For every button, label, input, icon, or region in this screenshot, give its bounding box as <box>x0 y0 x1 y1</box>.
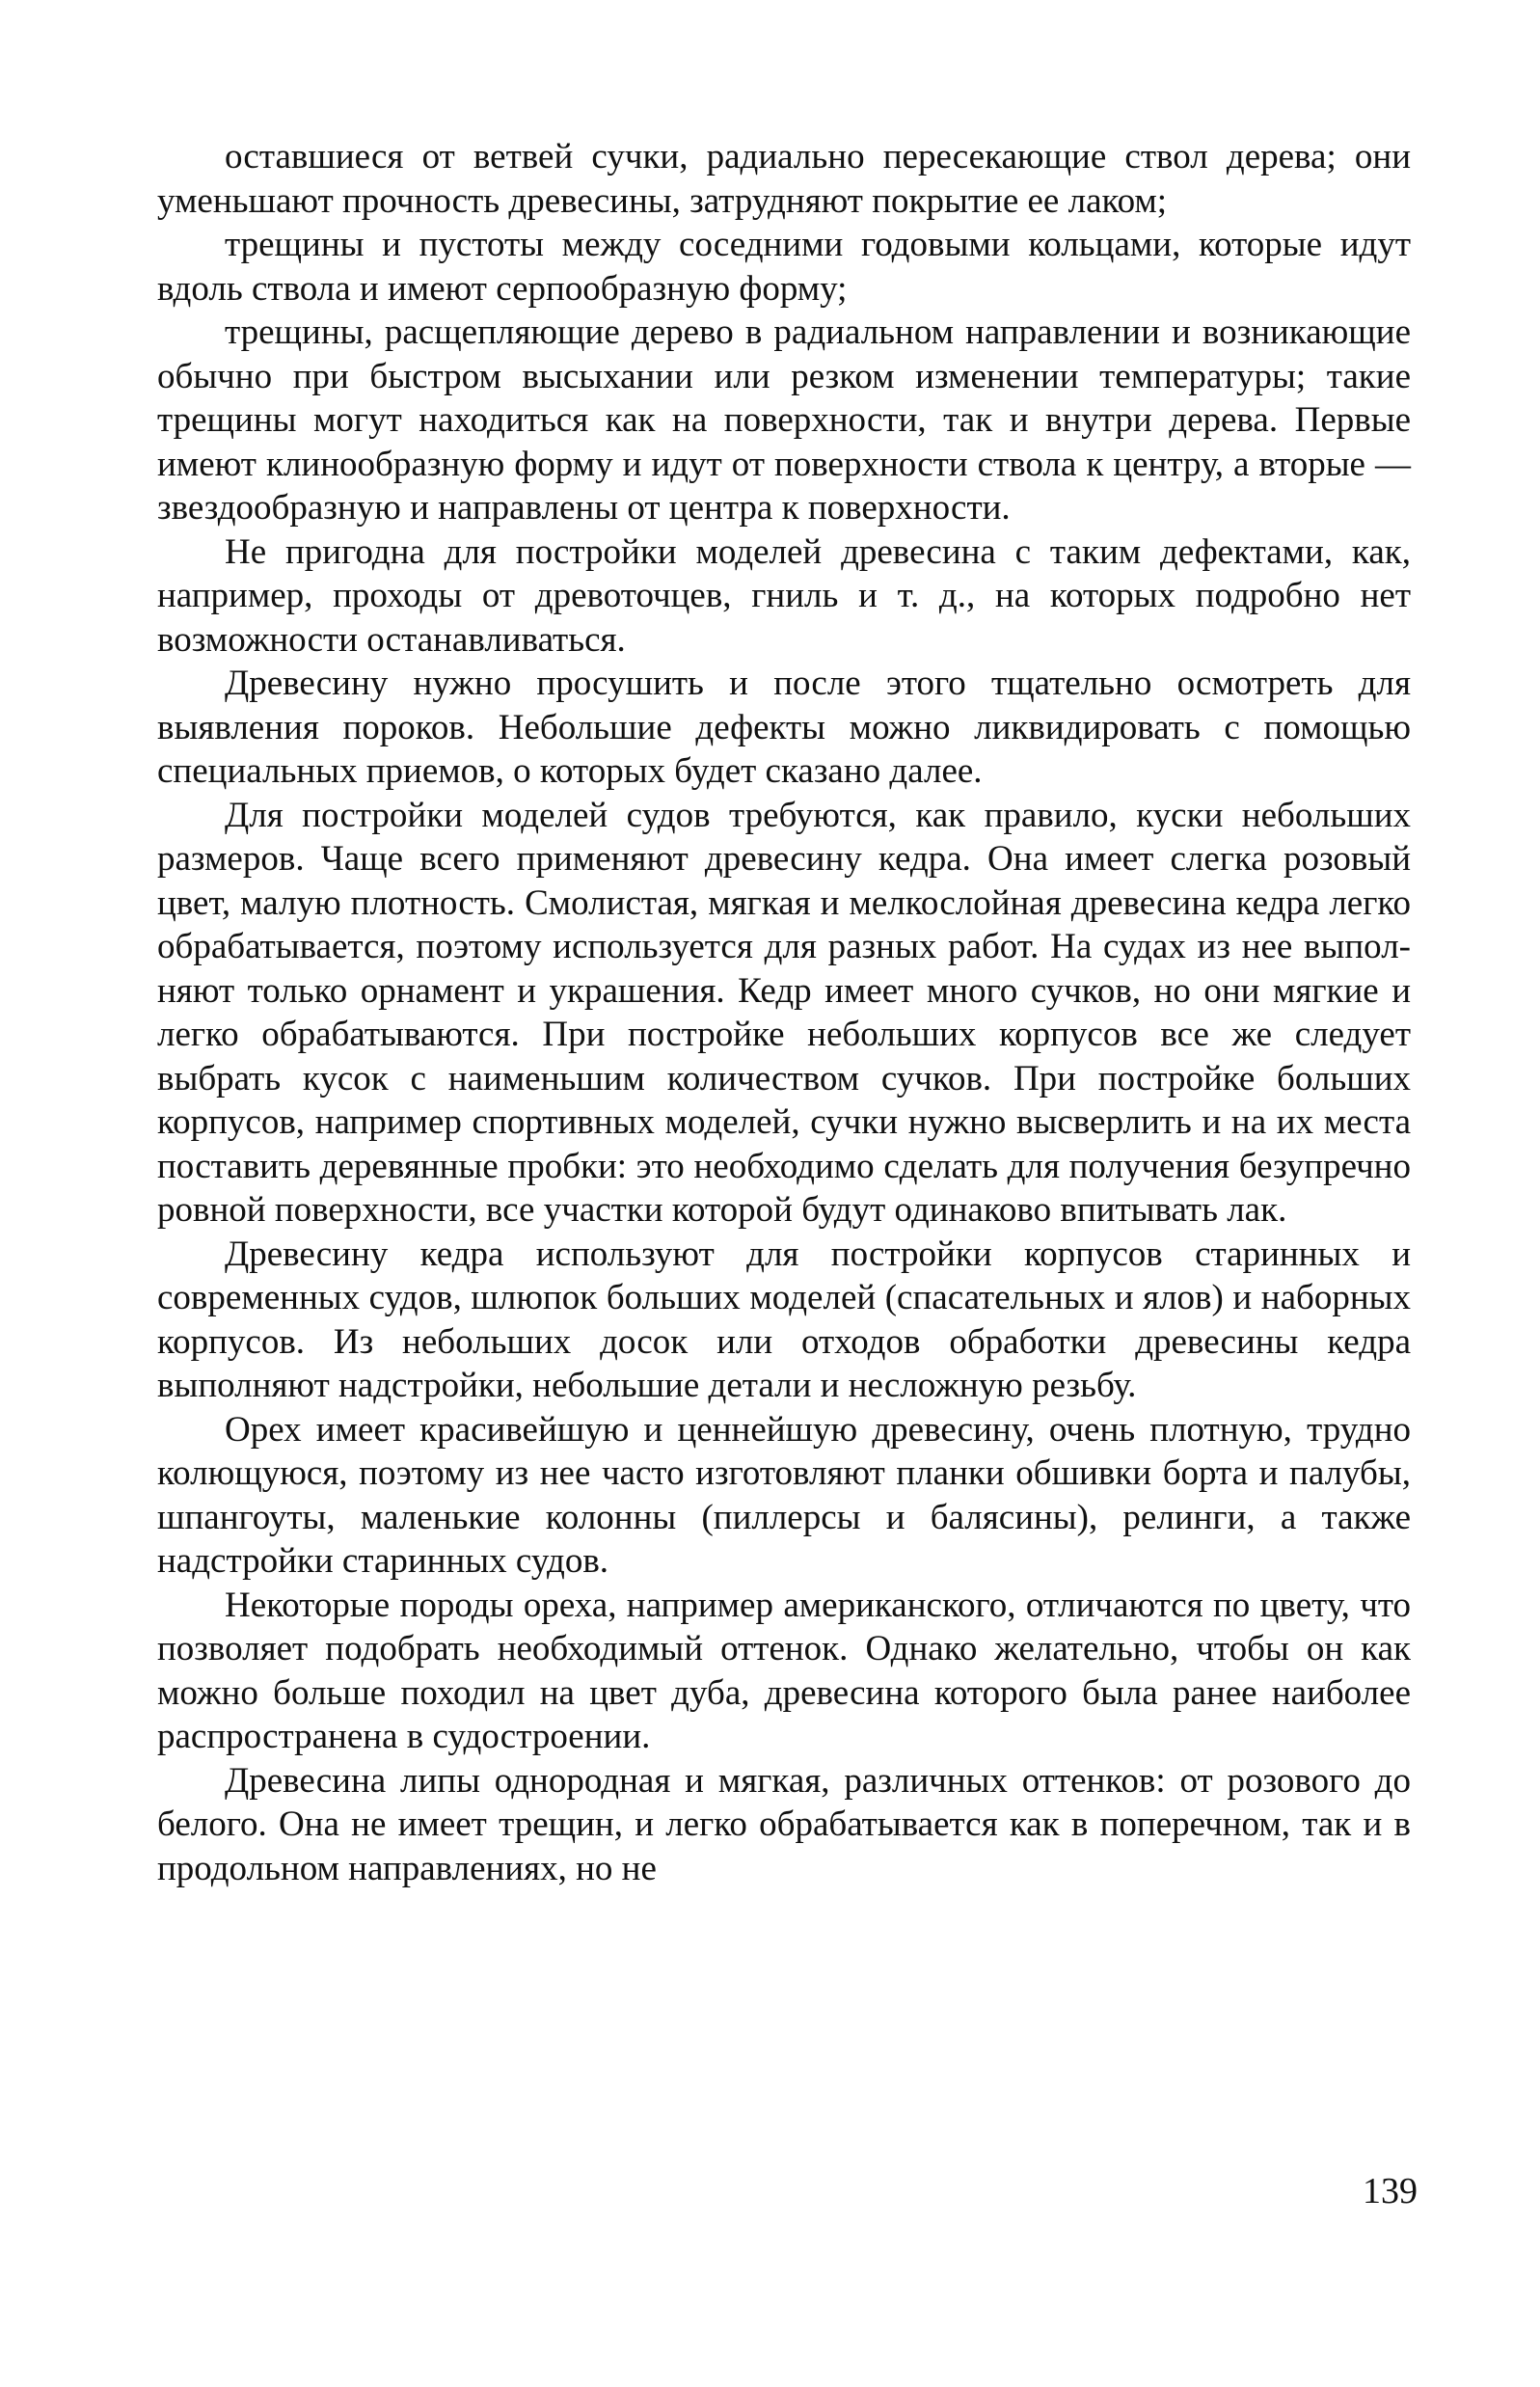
paragraph-linden: Древесина липы однородная и мягкая, различных оттенков: от розового до белого. Она не имеет трещин, и легко обрабатывается как в поперечном, так и в продольном направлениях, но не <box>157 1760 1411 1888</box>
paragraph-cedar-uses: Древесину кедра используют для постройки корпусов старинных и современных судов, шлюпок больших моделей (спасательных и ялов) и наборных корпусов. Из небольших досок или отходов обработки древесины кедра выполняют надстройки, небольшие детали и несложную резьбу. <box>157 1234 1411 1405</box>
paragraph-ring-cracks: трещины и пустоты между соседними годовыми кольцами, которые идут вдоль ствола и имеют серпообразную форму; <box>157 225 1411 309</box>
paragraph-cedar: Для постройки моделей судов требуются, как правило, куски небольших размеров. Чаще всего применяют древесину кедра. Она имеет слегка розовый цвет, малую плотность. Смолистая, мягкая и мелкослойная древесина кедра легко обрабатывается, поэтому используется для разных работ. На судах из нее выполняют только орнамент и украшения. Кедр имеет много сучков, но они мягкие и легко обрабатываются. При постройке небольших корпусов все же следует выбрать кусок с наименьшим количеством сучков. При постройке больших корпусов, например спортивных моделей, сучки нужно высверлить и на их места поставить деревянные пробки: это необходимо сделать для получения безупречно ровной поверхности, все участки которой будут одинаково впитывать лак. <box>157 795 1411 1230</box>
page-number: 139 <box>1363 2171 1418 2211</box>
paragraph-knots: оставшиеся от ветвей сучки, радиально пересекающие ствол дерева; они уменьшают прочность древесины, затрудняют покрытие ее лаком; <box>157 137 1411 221</box>
paragraph-walnut: Орех имеет красивейшую и ценнейшую древесину, очень плотную, трудно колющуюся, поэтому из нее часто изготовляют планки обшивки борта и палубы, шпангоуты, маленькие колонны (пиллерсы и балясины), релинги, а также надстройки старинных судов. <box>157 1409 1411 1581</box>
paragraph-drying: Древесину нужно просушить и после этого тщательно осмотреть для выявления пороков. Небольшие дефекты можно ликвидировать с помощью специальных приемов, о которых будет сказано далее. <box>157 664 1411 791</box>
page-body <box>157 135 1411 2257</box>
paragraph-walnut-varieties: Некоторые породы ореха, например американского, отличаются по цвету, что позволяет подобрать необходимый оттенок. Однако желательно, чтобы он как можно больше походил на цвет дуба, древесина которого была ранее наиболее распространена в судостроении. <box>157 1585 1411 1756</box>
paragraph-unsuitable-wood: Не пригодна для постройки моделей древесина с таким дефектами, как, например, проходы от древоточцев, гниль и т. д., на которых подробно нет возможности останавливаться. <box>157 531 1411 660</box>
paragraph-radial-cracks: трещины, расщепляющие дерево в радиальном направлении и возникающие обычно при быстром высыхании или резком изменении температуры; такие трещины могут находиться как на поверхности, так и внутри дерева. Первые имеют клинообразную форму и идут от поверхности ствола к центру, а вторые — звездообразную и направлены от центра к поверхности. <box>157 312 1411 528</box>
